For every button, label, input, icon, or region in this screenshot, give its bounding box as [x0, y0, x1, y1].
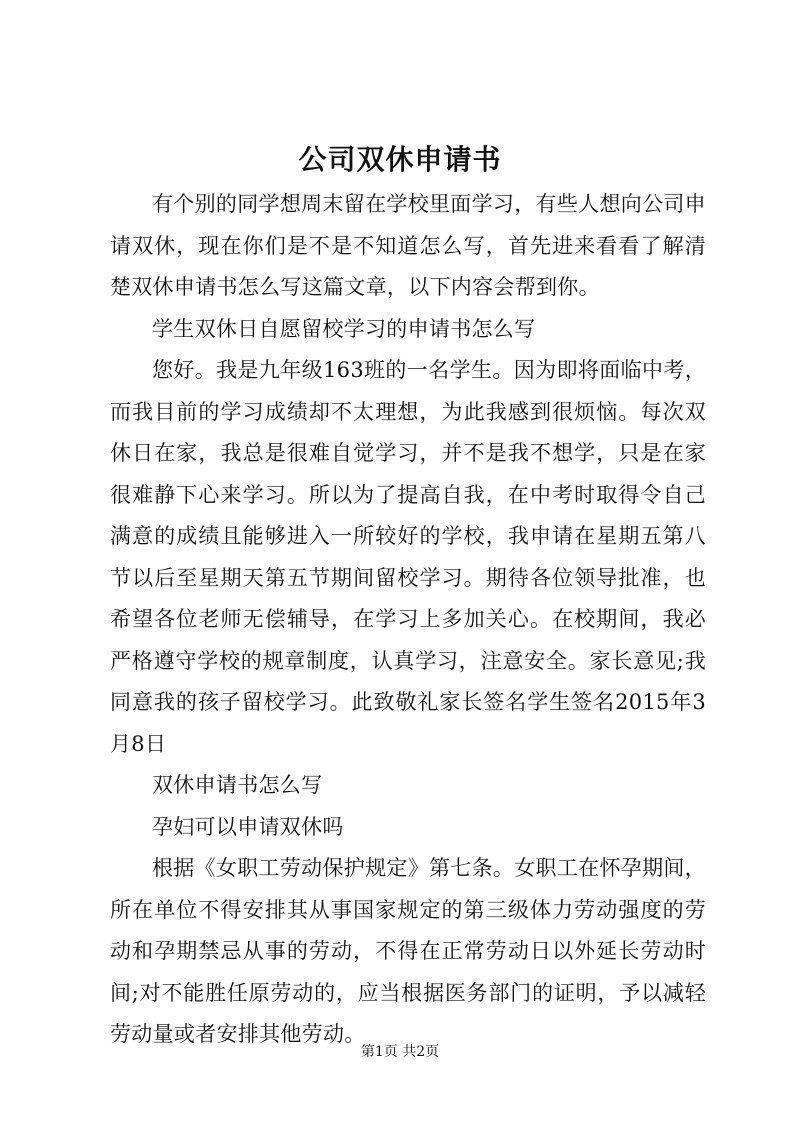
- paragraph-heading-how-to: 双休申请书怎么写: [152, 773, 323, 797]
- paragraph-student-letter: 您好。我是九年级163班的一名学生。因为即将面临中考，而我目前的学习成绩却不太理想，为此我感到很烦恼。每次双休日在家，我总是很难自觉学习，并不是我不想学，只是在家很难静下心来学习。所以为了提高自我，在中考时取得令自己满意的成绩且能够进入一所较好的学校，我申请在星期五第八节以后至星期天第五节期间留校学习。期待各位领导批准，也希望各位老师无偿辅导，在学习上多加关心。在校期间，我必严格遵守学校的规章制度，认真学习，注意安全。家长意见;我同意我的孩子留校学习。此致敬礼家长签名学生签名2015年3月8日: [110, 358, 706, 756]
- paragraph-heading-pregnant: 孕妇可以申请双休吗: [152, 814, 344, 839]
- document-body: [110, 184, 706, 1056]
- paragraph-heading-student: 学生双休日自愿留校学习的申请书怎么写: [152, 316, 536, 341]
- paragraph-intro: 有个别的同学想周末留在学校里面学习，有些人想向公司申请双休，现在你们是不是不知道怎么写，首先进来看看了解清楚双休申请书怎么写这篇文章，以下内容会帮到你。: [110, 192, 706, 299]
- document-title: 公司双休申请书: [298, 143, 502, 176]
- page-footer: 第1页 共2页: [360, 1044, 440, 1060]
- paragraph-regulation: 根据《女职工劳动保护规定》第七条。女职工在怀孕期间，所在单位不得安排其从事国家规定的第三级体力劳动强度的劳动和孕期禁忌从事的劳动，不得在正常劳动日以外延长劳动时间;对不能胜任原劳动的，应当根据医务部门的证明，予以减轻劳动量或者安排其他劳动。: [110, 856, 706, 1046]
